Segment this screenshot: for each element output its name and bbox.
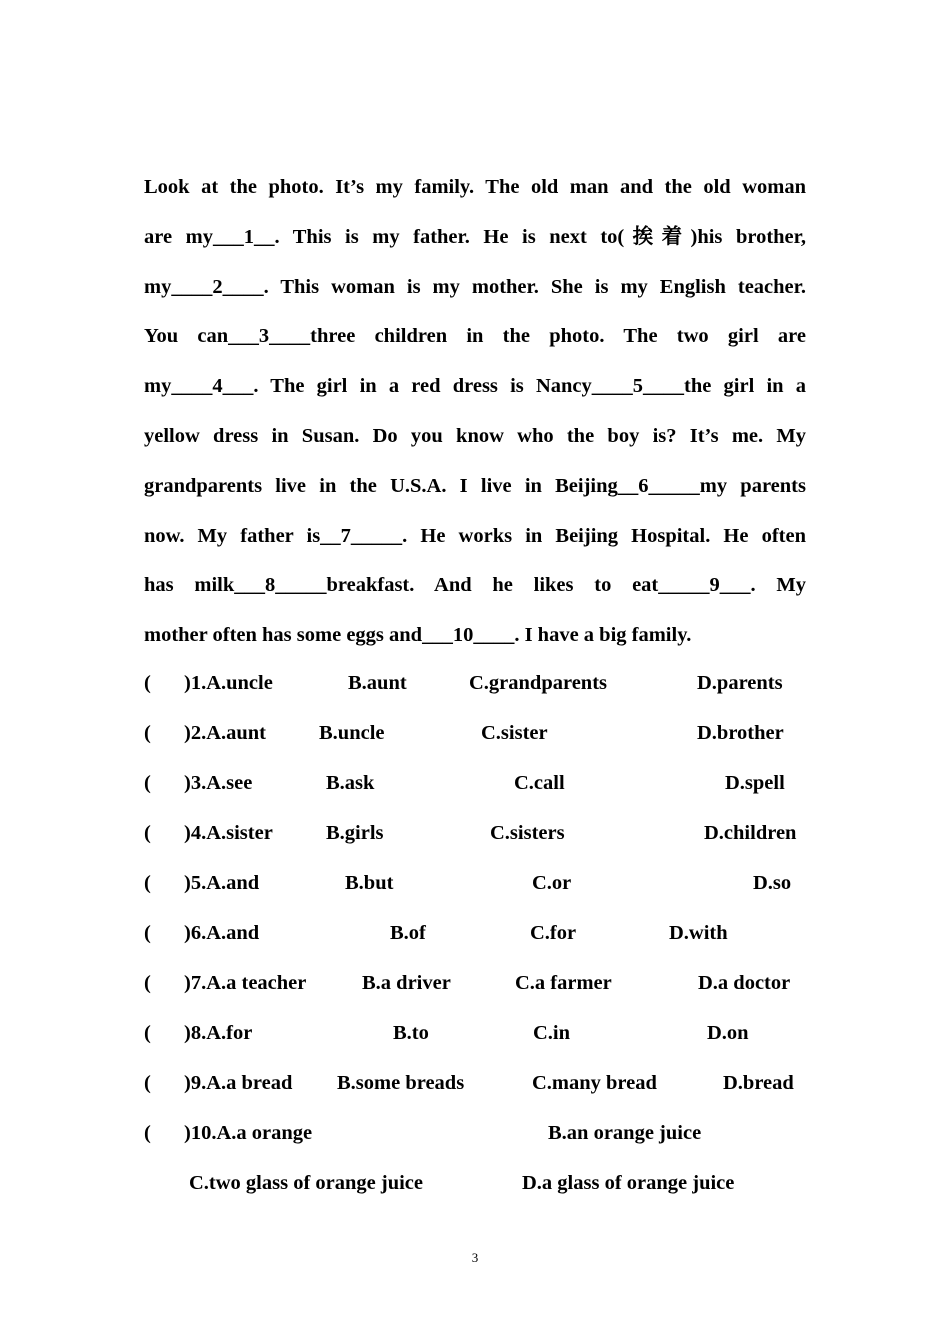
passage-line: yellow dress in Susan. Do you know who the boy is? It’s me. My (144, 424, 806, 447)
option-d: D.parents (697, 672, 783, 694)
option-b: B.girls (326, 822, 384, 844)
option-c: C.two glass of orange juice (189, 1172, 424, 1194)
answer-paren: ( (144, 1022, 151, 1044)
option-d: D.children (704, 822, 797, 844)
option-c: C.sisters (490, 822, 565, 844)
option-a: )2.A.aunt (184, 722, 267, 744)
option-b: B.some breads (337, 1072, 465, 1094)
option-a: )9.A.a bread (184, 1072, 293, 1094)
option-d: D.so (753, 872, 792, 894)
cloze-passage (144, 163, 806, 661)
option-b: B.to (393, 1022, 429, 1044)
option-b: B.a driver (362, 972, 451, 994)
passage-line: You can___3____three children in the photo. The two girl are (144, 325, 806, 348)
option-d: D.brother (697, 722, 784, 744)
answer-paren: ( (144, 1122, 151, 1144)
option-a: )8.A.for (184, 1022, 253, 1044)
passage-line: my____4___. The girl in a red dress is Nancy____5____the girl in a (144, 375, 806, 398)
option-c: C.sister (481, 722, 548, 744)
passage-line: my____2____. This woman is my mother. She is my English teacher. (144, 275, 806, 298)
option-d: D.spell (725, 772, 785, 794)
passage-line: Look at the photo. It’s my family. The old man and the old woman (144, 176, 806, 198)
answer-paren: ( (144, 822, 151, 844)
answer-paren: ( (144, 972, 151, 994)
option-d: D.with (669, 922, 728, 944)
answer-paren: ( (144, 722, 151, 744)
option-a: )3.A.see (184, 772, 253, 794)
answer-paren: ( (144, 1072, 151, 1094)
option-d: D.on (707, 1022, 749, 1044)
option-d: D.a glass of orange juice (522, 1172, 735, 1194)
answer-paren: ( (144, 672, 151, 694)
option-b: B.ask (326, 772, 375, 794)
option-b: B.of (390, 922, 426, 944)
option-a: )10.A.a orange (184, 1122, 313, 1144)
option-a: )6.A.and (184, 922, 260, 944)
option-b: B.an orange juice (548, 1122, 702, 1144)
option-b: B.uncle (319, 722, 385, 744)
option-c: C.a farmer (515, 972, 612, 994)
answer-paren: ( (144, 872, 151, 894)
passage-line: now. My father is__7_____. He works in Beijing Hospital. He often (144, 524, 806, 547)
option-c: C.grandparents (469, 672, 608, 694)
option-c: C.call (514, 772, 565, 794)
option-b: B.but (345, 872, 394, 894)
passage-line: are my___1__. This is my father. He is next to(挨着)his brother, (144, 225, 806, 248)
answer-paren: ( (144, 922, 151, 944)
passage-line: mother often has some eggs and___10____. I have a big family. (144, 624, 692, 647)
option-a: )7.A.a teacher (184, 972, 307, 994)
option-d: D.a doctor (698, 972, 791, 994)
passage-line: grandparents live in the U.S.A. I live in Beijing__6_____my parents (144, 474, 806, 497)
option-a: )1.A.uncle (184, 672, 273, 694)
passage-line: has milk___8_____breakfast. And he likes to eat_____9___. My (144, 574, 806, 597)
option-c: C.for (530, 922, 577, 944)
option-d: D.bread (723, 1072, 794, 1094)
page-number: 3 (471, 1250, 479, 1265)
option-b: B.aunt (348, 672, 407, 694)
option-c: C.many bread (532, 1072, 657, 1094)
option-a: )4.A.sister (184, 822, 273, 844)
option-a: )5.A.and (184, 872, 260, 894)
option-c: C.or (532, 872, 572, 894)
option-c: C.in (533, 1022, 571, 1044)
answer-paren: ( (144, 772, 151, 794)
